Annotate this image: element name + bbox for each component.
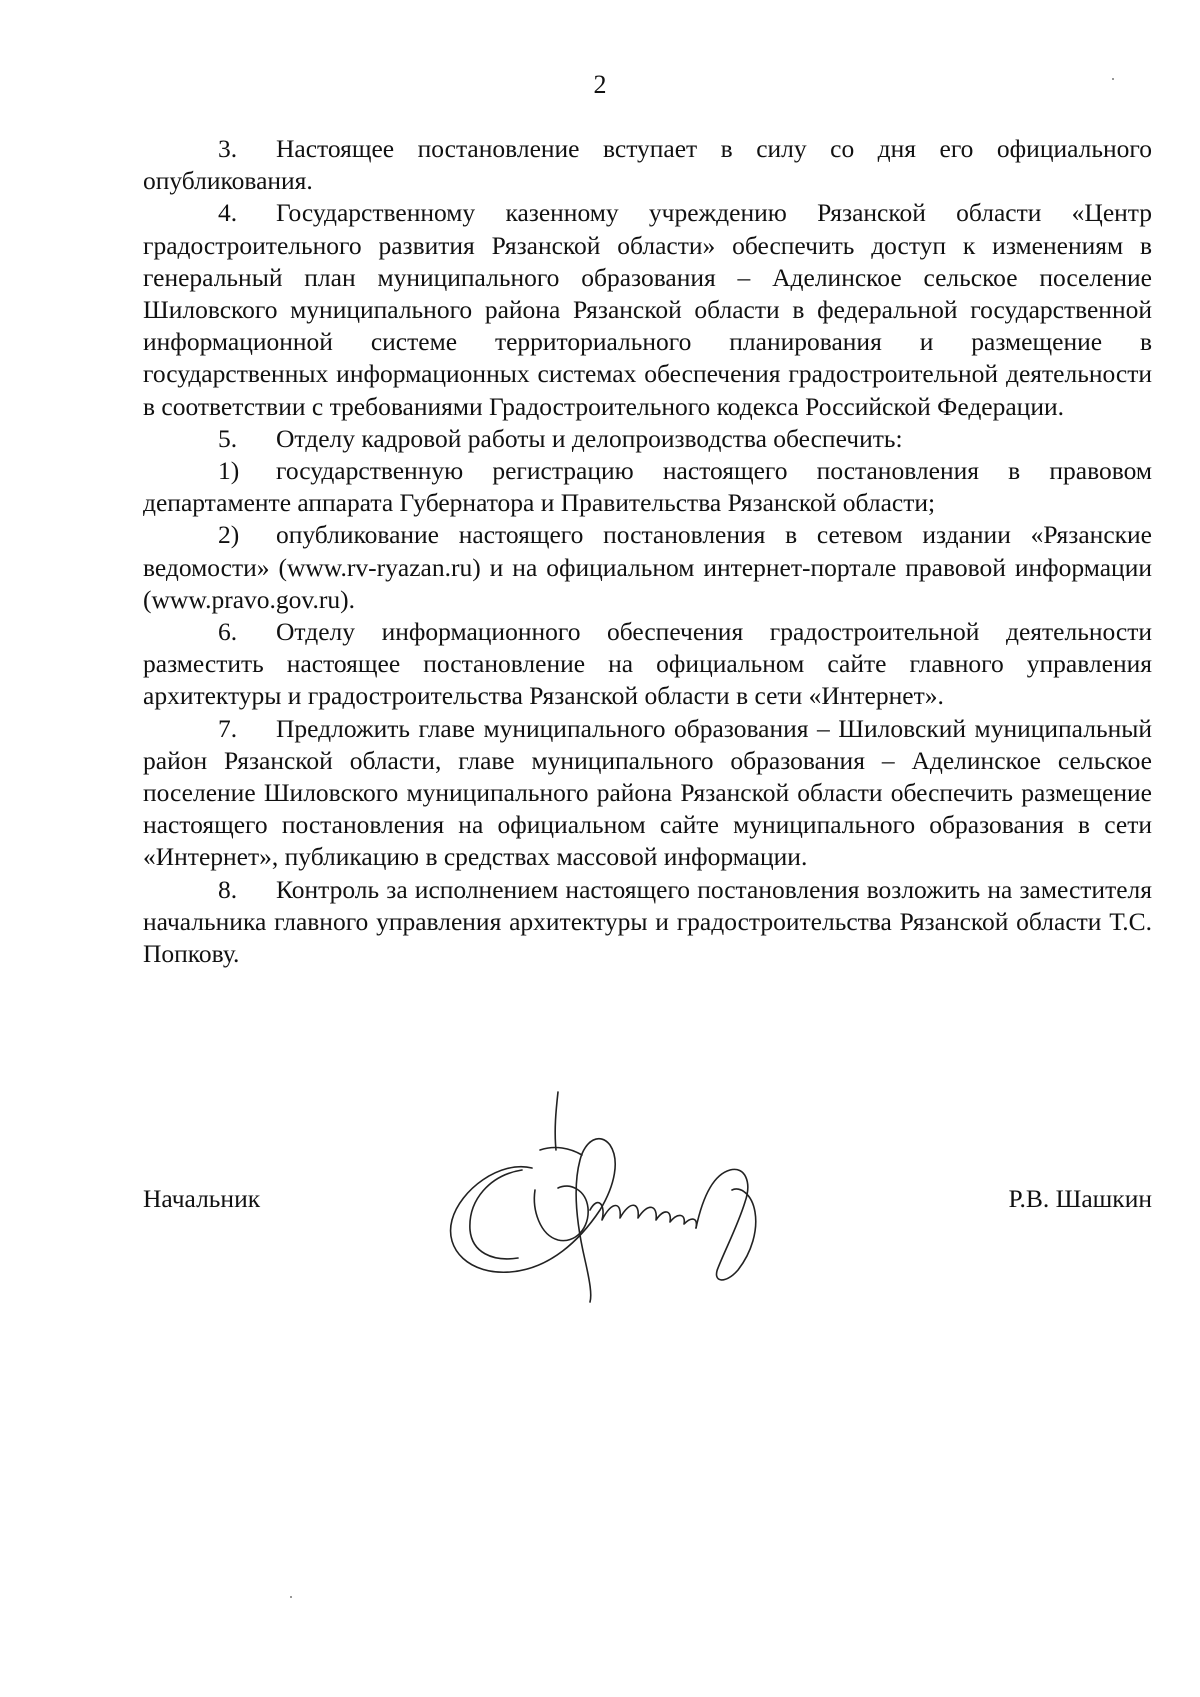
paragraph-number: 8. [218,874,238,904]
paragraph-number: 2) [218,520,240,550]
paragraph-text: Государственному казенному учреждению Рязанской области «Центр градостроительного развития Рязанской области» обеспечить доступ к изменениям в генеральный план муниципального образования – Аделинское сельское поселение Шиловского муниципального района Рязанской области в федеральной государственной информационной системе территориального планирования и размещение в государственных информационных системах обеспечения градостроительной деятельности в соответствии с требованиями Градостроительного кодекса Российской Федерации. [143,198,1152,421]
paragraph-subitem-2 [143,519,1152,616]
paragraph-text: опубликование настоящего постановления в сетевом издании «Рязанские ведомости» (www.rv-ryazan.ru) и на официальном интернет-портале правовой информации (www.pravo.gov.ru). [143,520,1152,614]
paragraph-item-8 [143,874,1152,971]
handwritten-signature [440,1090,790,1305]
paragraph-number: 6. [218,617,238,647]
paragraph-item-6 [143,616,1152,713]
paragraph-number: 4. [218,198,238,228]
page-number: 2 [593,70,607,99]
paragraph-number: 1) [218,456,240,486]
paragraph-number: 7. [218,713,238,743]
paragraph-text: Настоящее постановление вступает в силу со дня его официального опубликования. [143,134,1152,196]
paragraph-item-5 [143,423,1152,455]
paragraph-item-7 [143,713,1152,874]
paragraph-item-3 [143,133,1152,197]
paragraph-subitem-1 [143,455,1152,519]
paragraph-text: Предложить главе муниципального образования – Шиловский муниципальный район Рязанской области, главе муниципального образования – Аделинское сельское поселение Шиловского муниципального района Рязанской области обеспечить размещение настоящего постановления на официальном сайте муниципального образования в сети «Интернет», публикацию в средствах массовой информации. [143,713,1152,872]
document-body [143,133,1152,970]
paragraph-number: 3. [218,134,238,163]
scan-speck [1112,78,1114,80]
paragraph-item-4 [143,197,1152,422]
scan-speck [290,1596,292,1598]
paragraph-text: Контроль за исполнением настоящего постановления возложить на заместителя начальника главного управления архитектуры и градостроительства Рязанской области Т.С. Попкову. [143,874,1152,969]
signatory-title: Начальник [143,1184,261,1213]
paragraph-text: Отделу информационного обеспечения градостроительной деятельности разместить настоящее постановление на официальном сайте главного управления архитектуры и градостроительства Рязанской области в сети «Интернет». [143,617,1152,711]
paragraph-text: Отделу кадровой работы и делопроизводства обеспечить: [276,423,903,453]
paragraph-number: 5. [218,423,238,453]
paragraph-text: государственную регистрацию настоящего постановления в правовом департаменте аппарата Губернатора и Правительства Рязанской области; [143,456,1152,518]
signatory-name: Р.В. Шашкин [1008,1184,1152,1213]
